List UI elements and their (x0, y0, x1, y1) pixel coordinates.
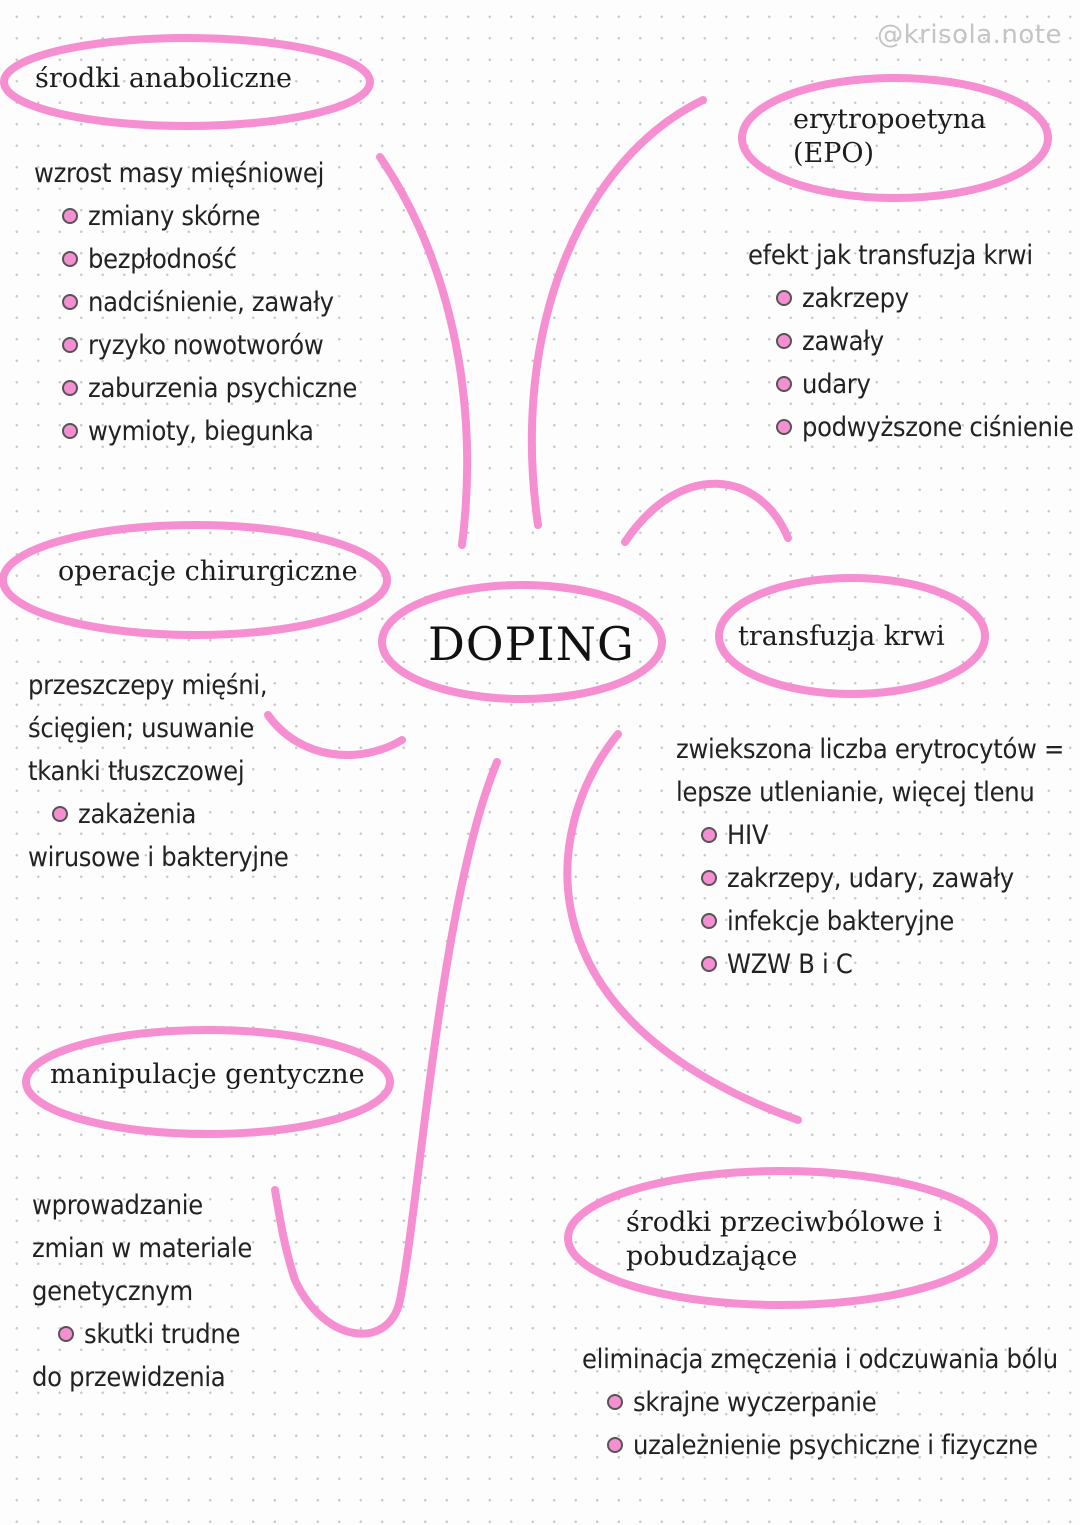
transfusion-bullet: WZW B i C (701, 943, 1064, 986)
painkillers-notes (582, 1338, 1058, 1467)
surgery-line: ścięgien; usuwanie (28, 713, 255, 744)
epo-bullet: udary (776, 363, 1074, 406)
transfusion-bullet-list (676, 814, 1064, 986)
painkillers-bullet-list (582, 1381, 1058, 1467)
epo-heading (793, 103, 986, 171)
bullet-dot (776, 419, 792, 435)
center-title: DOPING (428, 617, 635, 671)
transfusion-bullet: HIV (701, 814, 1064, 857)
painkillers-bullet: uzależnienie psychiczne i fizyczne (607, 1424, 1058, 1467)
connector-transfusion (625, 484, 788, 542)
bullet-dot (701, 913, 717, 929)
surgery-line: tkanki tłuszczowej (28, 756, 245, 787)
surgery-bullet: zakażenia (28, 793, 289, 836)
epo-notes (748, 234, 1074, 449)
bullet-dot (62, 251, 78, 267)
anabolic-bullet: zmiany skórne (62, 195, 357, 238)
anabolic-bullet: bezpłodność (62, 238, 357, 281)
anabolic-bullet: wymioty, biegunka (62, 410, 357, 453)
bullet-dot (62, 423, 78, 439)
connector-epo (532, 100, 703, 525)
bullet-dot (62, 294, 78, 310)
transfusion-intro-line1: zwiekszona liczba erytrocytów = (676, 734, 1065, 765)
bullet-dot (776, 376, 792, 392)
epo-heading-line2: (EPO) (793, 138, 875, 169)
painkillers-intro: eliminacja zmęczenia i odczuwania bólu (582, 1344, 1058, 1375)
epo-bullet-list (748, 277, 1074, 449)
bullet-dot (62, 208, 78, 224)
bullet-dot (62, 380, 78, 396)
painkillers-heading-line1: środki przeciwbólowe i (626, 1207, 942, 1238)
genetic-tail: do przewidzenia (32, 1362, 226, 1393)
bullet-dot (607, 1394, 623, 1410)
genetic-line: genetycznym (32, 1276, 193, 1307)
anabolic-bullet: ryzyko nowotworów (62, 324, 357, 367)
connector-genetic (275, 762, 497, 1334)
anabolic-bullet: nadciśnienie, zawały (62, 281, 357, 324)
bullet-dot (62, 337, 78, 353)
transfusion-bullet: infekcje bakteryjne (701, 900, 1064, 943)
surgery-notes (28, 664, 289, 879)
bullet-dot (701, 956, 717, 972)
bullet-dot (776, 290, 792, 306)
epo-heading-line1: erytropoetyna (793, 104, 987, 135)
bullet-dot (52, 806, 68, 822)
surgery-line: przeszczepy mięśni, (28, 670, 268, 701)
anabolic-bullet-list (34, 195, 357, 453)
anabolic-bullet: zaburzenia psychiczne (62, 367, 357, 410)
surgery-tail: wirusowe i bakteryjne (28, 842, 289, 873)
anabolic-heading: środki anaboliczne (35, 63, 292, 94)
bullet-dot (607, 1437, 623, 1453)
epo-intro: efekt jak transfuzja krwi (748, 240, 1033, 271)
genetic-line: wprowadzanie (32, 1190, 203, 1221)
anabolic-intro: wzrost masy mięśniowej (34, 158, 325, 189)
transfusion-notes (676, 728, 1064, 986)
epo-bullet: podwyższone ciśnienie (776, 406, 1074, 449)
anabolic-notes (34, 152, 357, 453)
genetic-bullet: skutki trudne (32, 1313, 252, 1356)
painkillers-heading (626, 1206, 942, 1274)
genetic-line: zmian w materiale (32, 1233, 252, 1264)
bullet-dot (776, 333, 792, 349)
painkillers-bullet: skrajne wyczerpanie (607, 1381, 1058, 1424)
epo-bullet: zawały (776, 320, 1074, 363)
bullet-dot (701, 870, 717, 886)
transfusion-bullet: zakrzepy, udary, zawały (701, 857, 1064, 900)
surgery-heading: operacje chirurgiczne (58, 556, 358, 587)
bullet-dot (701, 827, 717, 843)
transfusion-intro-line2: lepsze utlenianie, więcej tlenu (676, 777, 1035, 808)
transfusion-heading: transfuzja krwi (738, 621, 945, 652)
watermark: @krisola.note (877, 20, 1062, 50)
genetic-heading: manipulacje gentyczne (50, 1059, 365, 1090)
painkillers-heading-line2: pobudzające (626, 1241, 798, 1272)
connector-anabolic (380, 157, 467, 545)
bullet-dot (58, 1326, 74, 1342)
epo-bullet: zakrzepy (776, 277, 1074, 320)
genetic-notes (32, 1184, 252, 1399)
